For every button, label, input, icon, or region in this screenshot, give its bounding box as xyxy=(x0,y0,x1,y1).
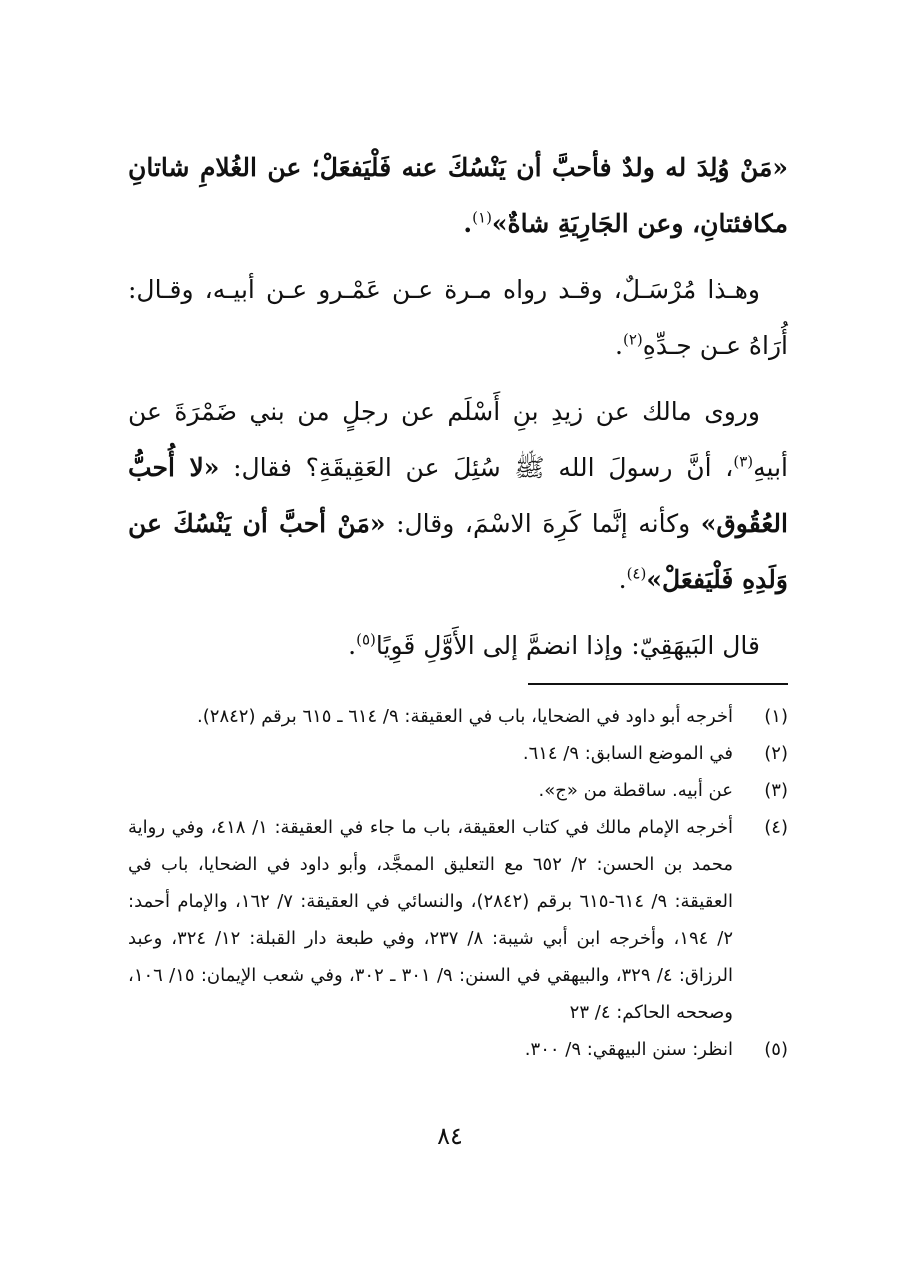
emphasized-quote: «مَنْ وُلِدَ له ولدٌ فأحبَّ أن يَنْسُكَ عنه فَلْيَفعَلْ؛ عن الغُلامِ شاتانِ مكافئتانِ، وعن الجَارِيَةِ شاةٌ» xyxy=(128,153,788,238)
text-run: قال البَيهَقِيّ: وإذا انضمَّ إلى الأَوَّلِ قَوِيًا xyxy=(375,631,760,660)
text-run: . xyxy=(615,331,623,360)
text-run: وروى مالك عن زيدِ بنِ أَسْلَم عن رجلٍ من بني ضَمْرَةَ عن أبيهِ xyxy=(128,397,788,482)
paragraph-mursal-note xyxy=(128,262,788,374)
main-text xyxy=(128,140,788,684)
footnote-text: أخرجه أبو داود في الضحايا، باب في العقيقة: ٩/ ٦١٤ ـ ٦١٥ برقم (٢٨٤٢). xyxy=(197,706,733,727)
footnote-number: (٤) xyxy=(764,817,788,838)
footnote-marker: (٣) xyxy=(733,452,754,471)
emphasized-quote: «لا أُحبُّ العُقُوق» xyxy=(128,453,788,538)
footnote-marker: (٢) xyxy=(622,330,643,349)
text-run: ، أنَّ رسولَ الله ﷺ سُئِلَ عن العَقِيقَةِ؟ فقال: xyxy=(219,453,734,482)
footnote-number: (٣) xyxy=(764,780,788,801)
page-number: ٨٤ xyxy=(437,1122,463,1150)
text-run: وكأنه إنَّما كَرِهَ الاسْمَ، وقال: xyxy=(385,509,701,538)
footnote-marker: (٤) xyxy=(626,564,647,583)
footnote-2 xyxy=(128,735,788,772)
text-run: . xyxy=(463,209,473,238)
footnote-4 xyxy=(128,809,788,1031)
footnote-text: أخرجه الإمام مالك في كتاب العقيقة، باب ما جاء في العقيقة: ١/ ٤١٨، وفي رواية محمد بن الحسن: ٢/ ٦٥٢ مع التعليق الممجَّد، وأبو داود في الضحايا، باب في العقيقة: ٩/ ٦١٤-٦١٥ برقم (٢٨٤٢)، والنسائي في العقيقة: ٧/ ١٦٢، والإمام أحمد: ٢/ ١٩٤، وأخرجه ابن أبي شيبة: ٨/ ٢٣٧، وفي طبعة دار القبلة: ١٢/ ٣٢٤، وعبد الرزاق: ٤/ ٣٢٩، والبيهقي في السنن: ٩/ ٣٠١ ـ ٣٠٢، وفي شعب الإيمان: ١٥/ ١٠٦، وصححه الحاكم: ٤/ ٢٣ xyxy=(128,817,734,1023)
text-run: . xyxy=(348,631,357,660)
emphasized-quote: «مَنْ أحبَّ أن يَنْسُكَ عن وَلَدِهِ فَلْيَفعَلْ» xyxy=(128,509,788,594)
footnote-marker: (١) xyxy=(472,208,492,227)
footnote-marker: (٥) xyxy=(356,630,376,649)
paragraph-hadith-1 xyxy=(128,140,788,252)
footnote-text: في الموضع السابق: ٩/ ٦١٤. xyxy=(522,743,733,764)
text-run: . xyxy=(618,565,627,594)
text-run: وهـذا مُرْسَـلٌ، وقـد رواه مـرة عـن عَمْـرو عـن أبيـه، وقـال: أُرَاهُ عـن جـدِّهِ xyxy=(128,275,788,360)
footnote-5 xyxy=(128,1031,788,1068)
footnote-separator xyxy=(528,683,788,685)
paragraph-malik-narration xyxy=(128,384,788,608)
footnote-text: عن أبيه. ساقطة من «ج». xyxy=(538,780,733,801)
footnotes xyxy=(128,698,788,1068)
footnote-1 xyxy=(128,698,788,735)
footnote-number: (٥) xyxy=(764,1039,788,1060)
paragraph-bayhaqi-comment xyxy=(128,618,788,674)
footnote-number: (٢) xyxy=(764,743,788,764)
footnote-number: (١) xyxy=(764,706,788,727)
footnote-text: انظر: سنن البيهقي: ٩/ ٣٠٠. xyxy=(524,1039,733,1060)
footnote-3 xyxy=(128,772,788,809)
